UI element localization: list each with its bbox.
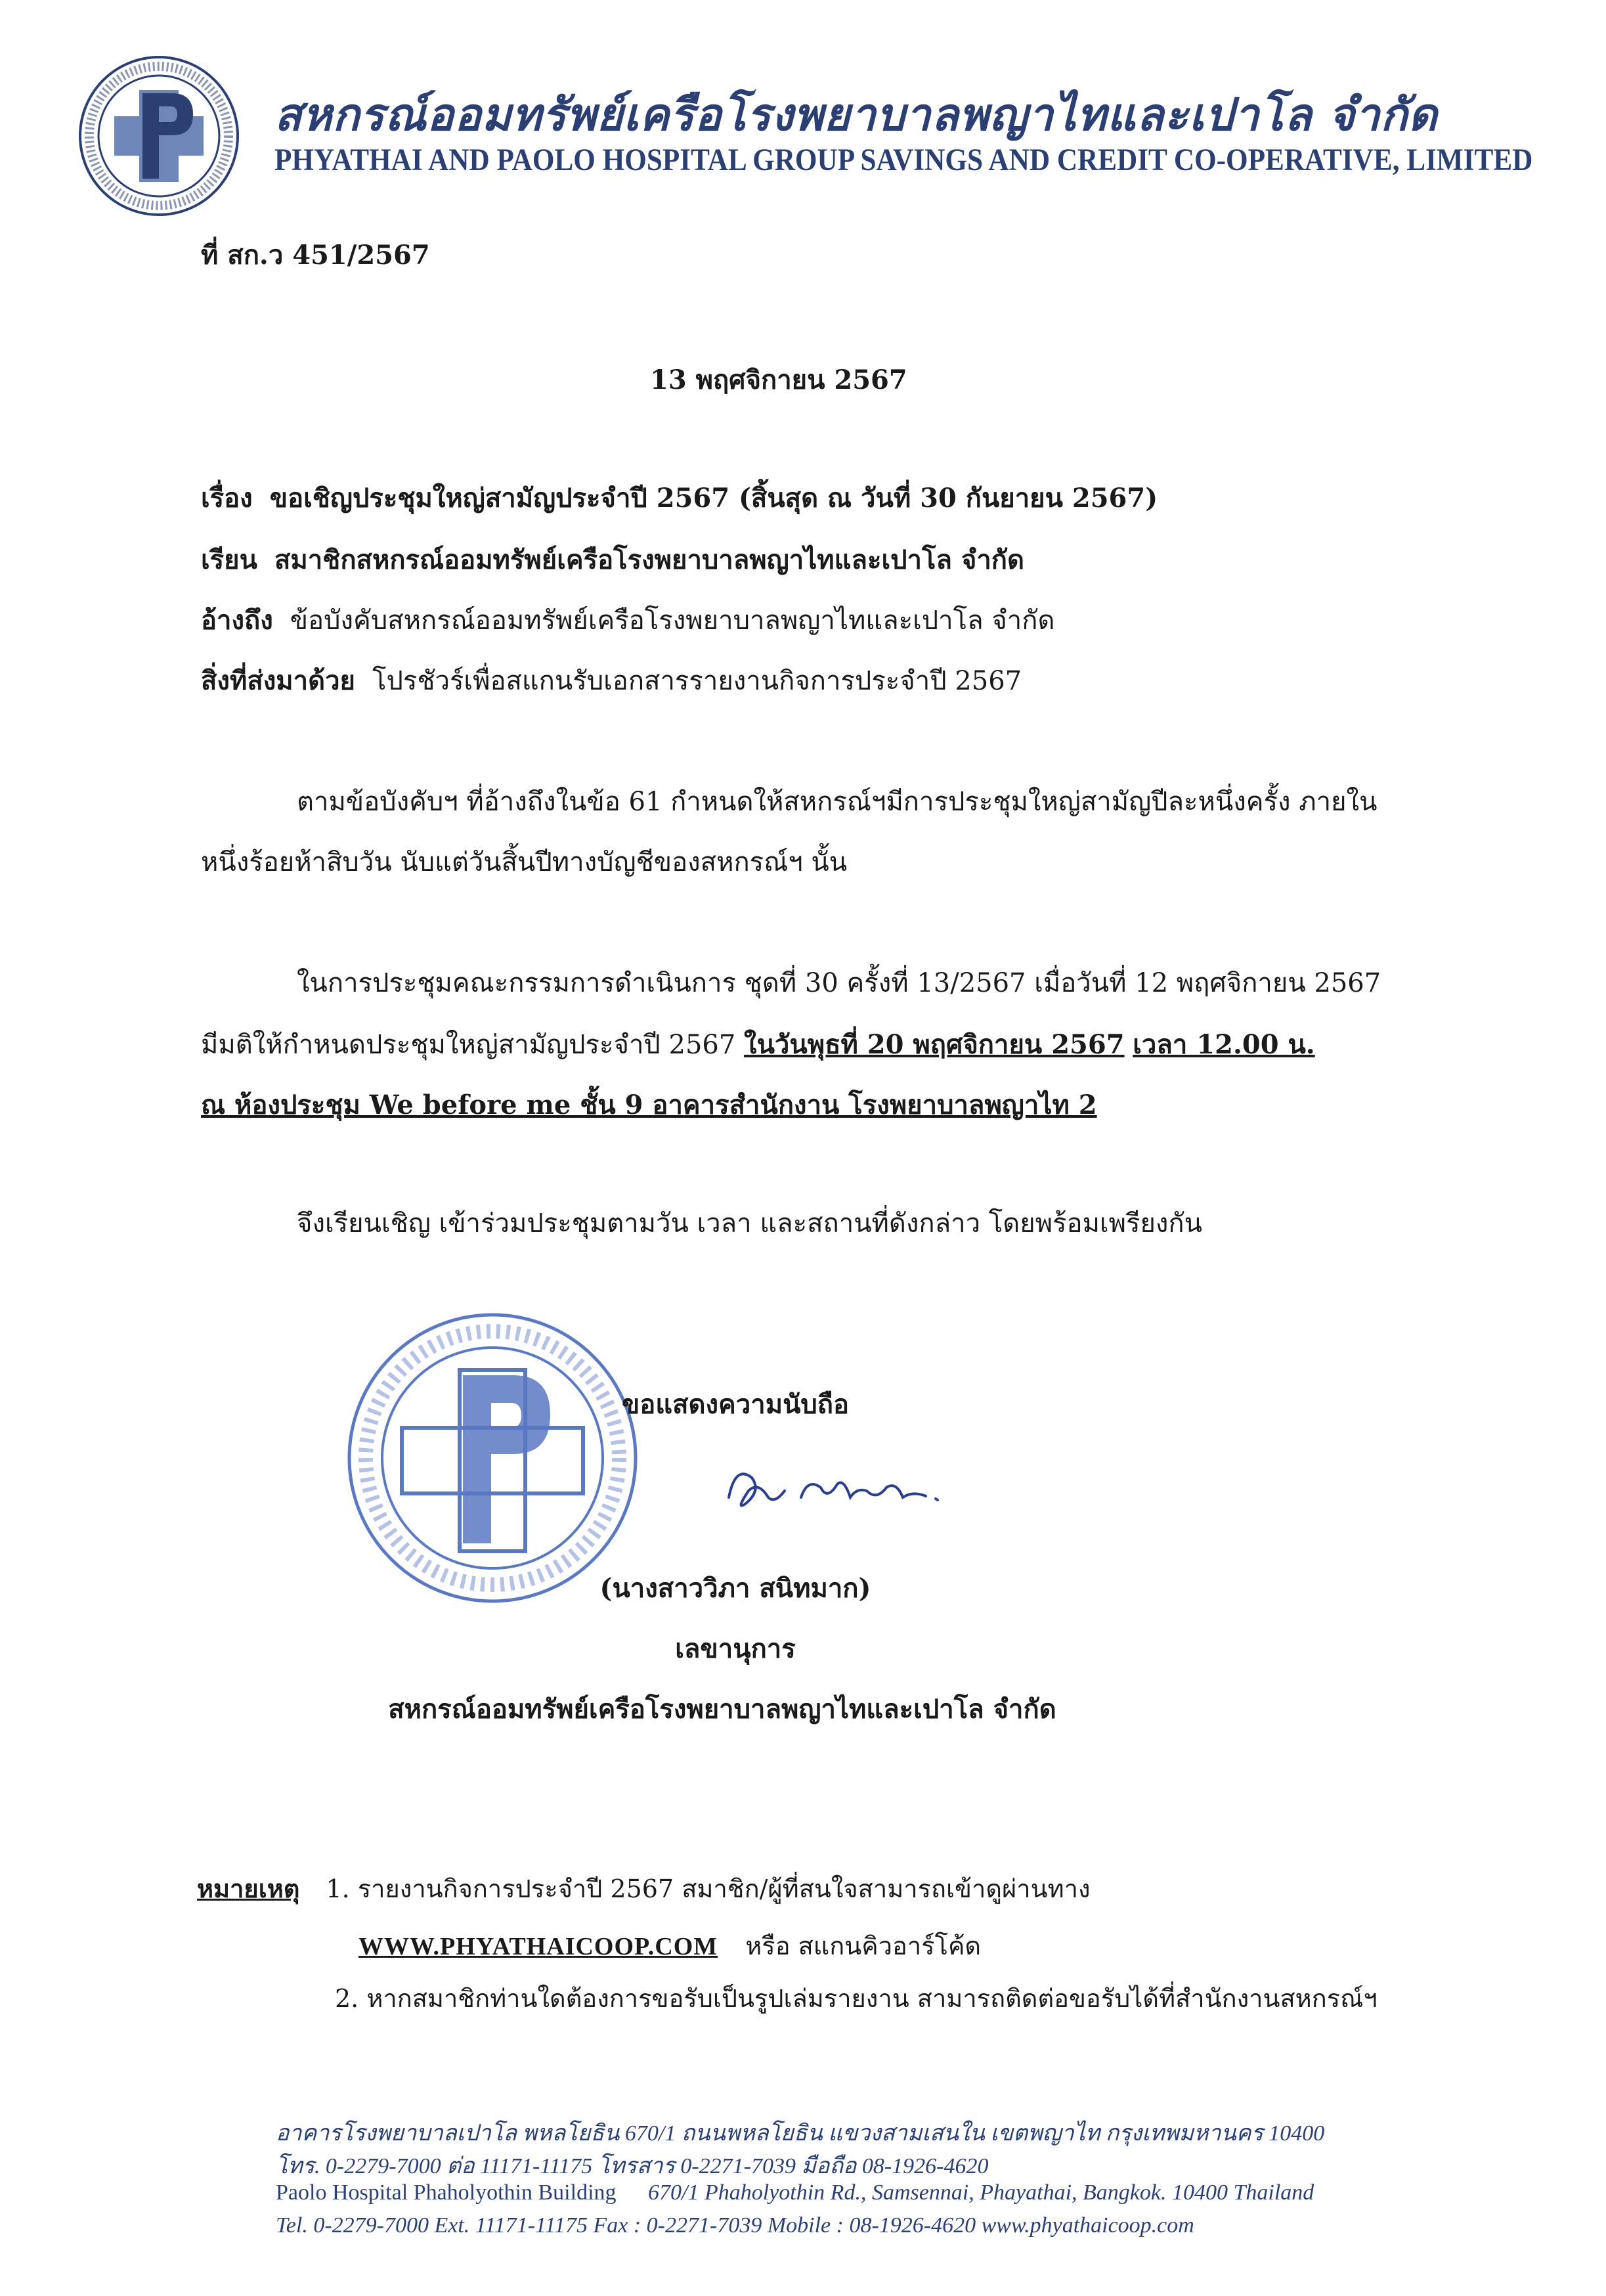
reference-row [201,599,1054,641]
footer-phone-thai: โทร. 0-2279-7000 ต่อ 11171-11175 โทรสาร 0-2271-7039 มือถือ 08-1926-4620 [276,2154,989,2178]
org-name-thai: สหกรณ์ออมทรัพย์เครือโรงพยาบาลพญาไทและเปาโล จำกัด [274,89,1438,141]
closing-salutation: ขอแสดงความนับถือ [621,1389,850,1420]
meeting-time: เวลา 12.00 น. [1133,1029,1315,1060]
paragraph-2-line-2 [201,1023,1315,1065]
recipient-row [201,539,1024,581]
meeting-venue [201,1084,1097,1126]
recipient-text: สมาชิกสหกรณ์ออมทรัพย์เครือโรงพยาบาลพญาไทและเปาโล จำกัด [274,544,1024,575]
notes-item-1-link-row [358,1926,981,1966]
signatory-name: (นางสาววิภา สนิทมาก) [599,1573,871,1604]
footer-street-address: 670/1 Phaholyothin Rd., Samsennai, Phayathai, Bangkok. 10400 Thailand [648,2180,1314,2205]
subject-row [201,477,1158,519]
paragraph-1-line-1: ตามข้อบังคับฯ ที่อ้างถึงในข้อ 61 กำหนดให้สหกรณ์ฯมีการประชุมใหญ่สามัญปีละหนึ่งครั้ง ภายใน [297,787,1378,817]
subject-label: เรื่อง [201,483,253,514]
signatory-organization: สหกรณ์ออมทรัพย์เครือโรงพยาบาลพญาไทและเปาโล จำกัด [388,1694,1056,1725]
notes-item-1-suffix: หรือ สแกนคิวอาร์โค้ด [745,1932,982,1960]
cooperative-logo-icon [74,54,244,218]
footer-contact-english: Tel. 0-2279-7000 Ext. 11171-11175 Fax : 0-2271-7039 Mobile : 08-1926-4620 www.phyathaicoop.com [276,2213,1194,2238]
enclosure-label: สิ่งที่ส่งมาด้วย [201,665,355,696]
notes-item-1-text: 1. รายงานกิจการประจำปี 2567 สมาชิก/ผู้ที่สนใจสามารถเข้าดูผ่านทาง [326,1874,1091,1903]
footer-address-english [276,2180,1314,2205]
handwritten-signature-icon [716,1451,952,1524]
org-name-english: PHYATHAI AND PAOLO HOSPITAL GROUP SAVINGS AND CREDIT CO-OPERATIVE, LIMITED [274,143,1533,177]
letter-reference-number: ที่ สก.ว 451/2567 [201,240,430,271]
meeting-venue-text: ณ ห้องประชุม We before me ชั้น 9 อาคารสำนักงาน โรงพยาบาลพญาไท 2 [201,1090,1097,1120]
recipient-label: เรียน [201,544,257,575]
notes-item-1 [197,1868,1091,1909]
enclosure-row [201,659,1022,701]
website-link[interactable]: WWW.PHYATHAICOOP.COM [358,1933,718,1960]
meeting-date: ในวันพุธที่ 20 พฤศจิกายน 2567 [744,1029,1125,1060]
letter-date: 13 พฤศจิกายน 2567 [650,364,907,395]
official-stamp-icon [341,1307,643,1609]
notes-label: หมายเหตุ [197,1874,300,1903]
enclosure-text: โปรชัวร์เพื่อสแกนรับเอกสารรายงานกิจการประจำปี 2567 [372,666,1022,696]
reference-text: ข้อบังคับสหกรณ์ออมทรัพย์เครือโรงพยาบาลพญาไทและเปาโล จำกัด [290,606,1055,636]
footer-building-name: Paolo Hospital Phaholyothin Building [276,2180,617,2205]
reference-label: อ้างถึง [201,605,273,636]
footer-address-thai: อาคารโรงพยาบาลเปาโล พหลโยธิน 670/1 ถนนพหลโยธิน แขวงสามเสนใน เขตพญาไท กรุงเทพมหานคร 10400 [276,2121,1325,2146]
paragraph-1-line-2: หนึ่งร้อยห้าสิบวัน นับแต่วันสิ้นปีทางบัญชีของสหกรณ์ฯ นั้น [201,847,848,877]
notes-item-2: 2. หากสมาชิกท่านใดต้องการขอรับเป็นรูปเล่มรายงาน สามารถติดต่อขอรับได้ที่สำนักงานสหกรณ์ฯ [335,1984,1378,2013]
signatory-position: เลขานุการ [675,1633,796,1664]
meeting-resolution-text: มีมติให้กำหนดประชุมใหญ่สามัญประจำปี 2567 [201,1030,736,1060]
paragraph-2-line-1: ในการประชุมคณะกรรมการดำเนินการ ชุดที่ 30 ครั้งที่ 13/2567 เมื่อวันที่ 12 พฤศจิกายน 2567 [297,968,1381,998]
subject-text: ขอเชิญประชุมใหญ่สามัญประจำปี 2567 (สิ้นสุด ณ วันที่ 30 กันยายน 2567) [269,483,1158,514]
paragraph-3: จึงเรียนเชิญ เข้าร่วมประชุมตามวัน เวลา และสถานที่ดังกล่าว โดยพร้อมเพรียงกัน [297,1208,1202,1239]
